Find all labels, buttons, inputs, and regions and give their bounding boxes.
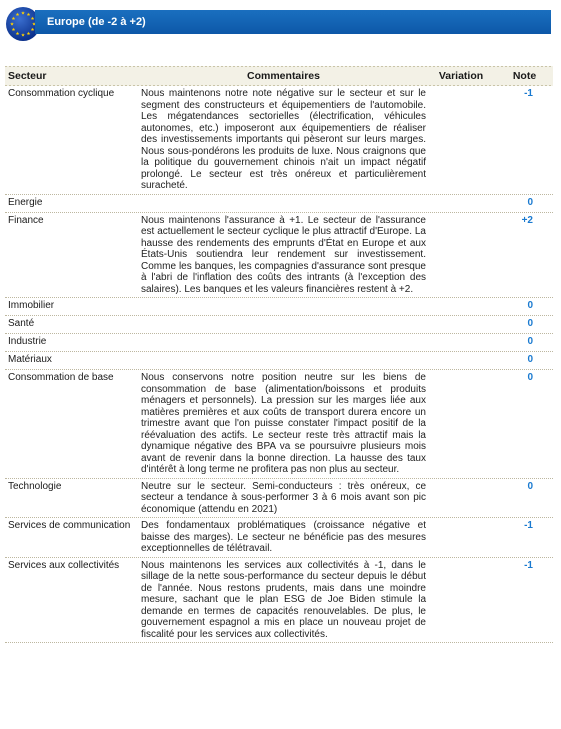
column-header-variation: Variation	[438, 70, 484, 82]
table-row	[5, 352, 553, 370]
sector-variation	[426, 316, 496, 333]
sector-comment: Neutre sur le secteur. Semi-conducteurs : très onéreux, ce secteur a tendance à sous-performer 3 à 6 mois avant son pic économique (attendu en 2021)	[141, 480, 426, 515]
sector-comment: Nous maintenons notre note négative sur le secteur et sur le segment des constructeurs et équipementiers de l'automobile. Les mégatendances sectorielles (électrification, véhicules autonomes, etc.) imposeront aux équipementiers de réaliser des investissements importants qui pèseront sur leurs marges. Nous sous-pondérons les produits de luxe. Nous craignons que la politique du gouvernement chinois n'ait un impact négatif prolongé. Le secteur est très onéreux et particulièrement suracheté.	[141, 88, 426, 191]
table-header	[5, 66, 553, 86]
sector-comment: Nous conservons notre position neutre sur les biens de consommation de base (alimentation/boissons et produits ménagers et personnels). La pression sur les marges liée aux matières premières et aux coûts de transport durera encore un trimestre avant que l'on puisse constater l'impact positif de la réévaluation des actifs. Le secteur reste très attractif mais la dynamique négative des BPA va se poursuivre plusieurs mois avant de revenir dans la bonne direction. La hausse des taux d'intérêt à long terme ne profitera pas non plus au secteur.	[141, 372, 426, 475]
table-row	[5, 86, 553, 195]
sector-name: Consommation cyclique	[8, 88, 115, 99]
sector-name: Services aux collectivités	[8, 559, 120, 571]
table-row	[5, 316, 553, 334]
sector-note: 0	[527, 318, 533, 329]
column-header-note: Note	[512, 70, 537, 82]
sector-note: 0	[527, 336, 533, 347]
sector-name: Services de communication	[8, 520, 131, 531]
sector-variation	[426, 195, 496, 212]
sector-variation	[426, 479, 496, 518]
sector-note: -1	[524, 559, 533, 571]
column-header-secteur: Secteur	[8, 70, 47, 82]
sector-comment	[141, 352, 426, 369]
sector-name: Industrie	[8, 336, 47, 347]
sector-comment	[141, 298, 426, 315]
sector-variation	[426, 352, 496, 369]
sector-note: 0	[527, 480, 533, 492]
sector-comment	[141, 316, 426, 333]
table-row	[5, 213, 553, 299]
table-row	[5, 195, 553, 213]
sector-variation	[426, 558, 496, 643]
sector-variation	[426, 370, 496, 478]
sector-variation	[426, 86, 496, 194]
table-row	[5, 334, 553, 352]
sector-name: Santé	[8, 318, 35, 329]
sector-variation	[426, 334, 496, 351]
section-banner	[5, 6, 551, 36]
table-row	[5, 479, 553, 519]
sector-name: Finance	[8, 214, 44, 226]
sector-name: Matériaux	[8, 354, 52, 365]
sector-note: -1	[524, 520, 533, 531]
table-row	[5, 370, 553, 479]
sector-name: Technologie	[8, 480, 62, 492]
sector-name: Energie	[8, 196, 43, 208]
sector-comment	[141, 334, 426, 351]
table-row	[5, 298, 553, 316]
sector-comment: Des fondamentaux problématiques (croissance négative et baisse des marges). Le secteur ne bénéficie pas des mesures exceptionnelles de télétravail.	[141, 520, 426, 554]
sector-note: 0	[527, 196, 533, 208]
sector-comment: Nous maintenons l'assurance à +1. Le secteur de l'assurance est actuellement le secteur cyclique le plus attractif d'Europe. La hausse des rendements des emprunts d'État en Europe et aux États-Unis soutiendra leur rendement sur investissement. Comme les banques, les compagnies d'assurance sont presque à l'abri de l'inflation des coûts des intrants (à l'exception des salaires). Les banques et les valeurs financières restent à +2.	[141, 214, 426, 295]
column-header-commentaires: Commentaires	[247, 70, 320, 82]
sector-variation	[426, 213, 496, 298]
sector-note: -1	[524, 88, 533, 99]
banner-title: Europe (de -2 à +2)	[35, 10, 551, 34]
sector-name: Consommation de base	[8, 372, 114, 383]
sector-variation	[426, 518, 496, 557]
sector-note: 0	[527, 300, 533, 311]
sector-note: 0	[527, 354, 533, 365]
sector-note: 0	[527, 372, 533, 383]
sector-comment	[141, 195, 426, 212]
sector-table	[5, 66, 553, 643]
table-row	[5, 518, 553, 558]
sector-variation	[426, 298, 496, 315]
sector-note: +2	[521, 214, 533, 226]
sector-name: Immobilier	[8, 300, 55, 311]
table-row	[5, 558, 553, 644]
sector-comment: Nous maintenons les services aux collectivités à -1, dans le sillage de la nette sous-performance du secteur depuis le début de l'année. Nous restons prudents, mais dans une moindre mesure, sachant que le plan ESG de Joe Biden stimule la demande en termes de capacités renouvelables. De plus, le gouvernement espagnol a mis en place un nouveau projet de fiscalité pour les services aux collectivités.	[141, 559, 426, 640]
